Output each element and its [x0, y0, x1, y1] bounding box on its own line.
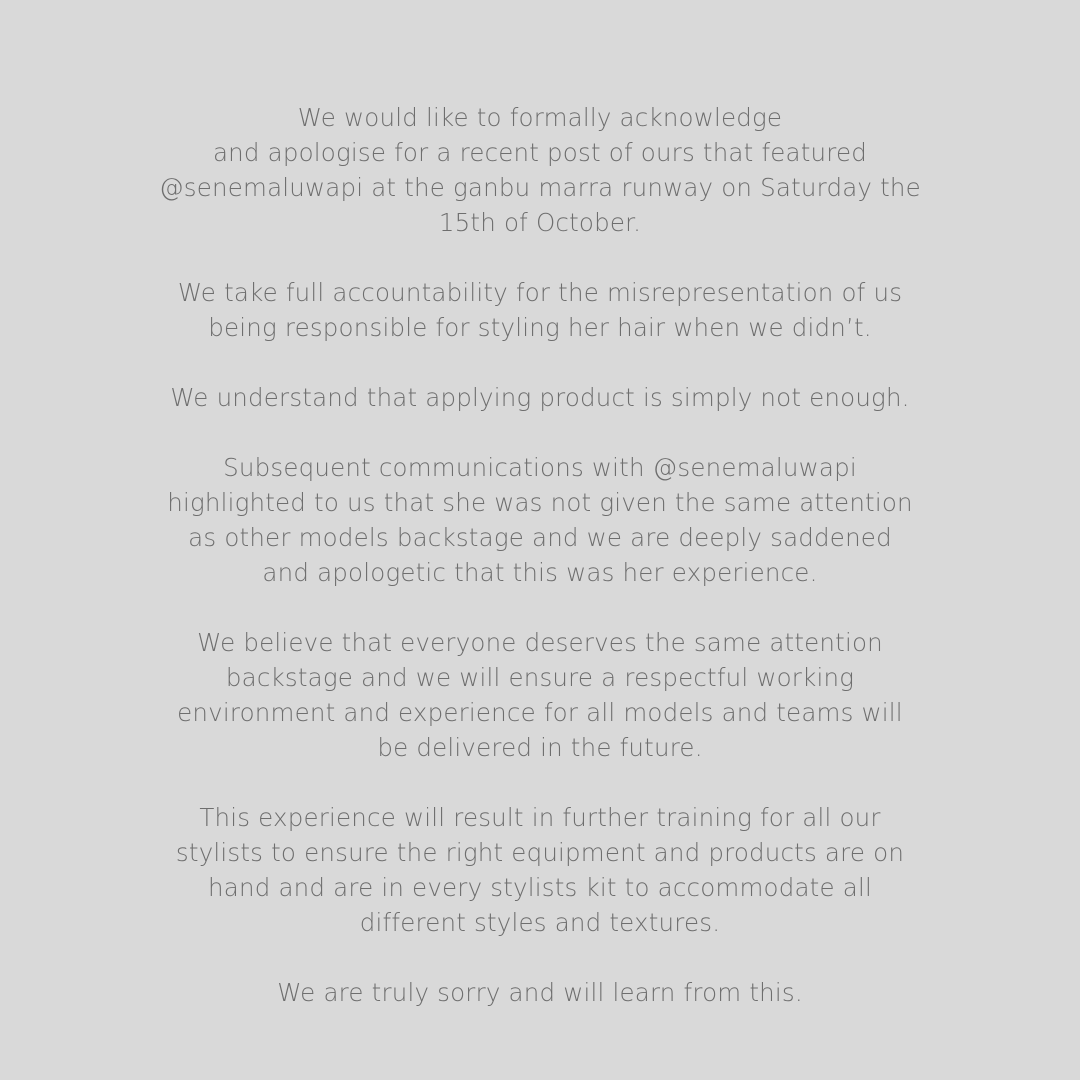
statement-line: 15th of October.: [438, 208, 642, 237]
statement-line: being responsible for styling her hair when we didn’t.: [208, 313, 872, 342]
statement-line: We believe that everyone deserves the same attention: [197, 628, 883, 657]
paragraph-acknowledgement: [0, 100, 1080, 240]
statement-line: environment and experience for all models and teams will: [177, 698, 903, 727]
statement-line: We would like to formally acknowledge: [297, 103, 783, 132]
apology-statement: [0, 100, 1080, 1045]
statement-line: and apologetic that this was her experience.: [262, 558, 818, 587]
paragraph-belief: [0, 625, 1080, 765]
statement-line: We are truly sorry and will learn from this.: [277, 978, 803, 1007]
paragraph-closing: [0, 975, 1080, 1010]
statement-line: Subsequent communications with @senemaluwapi: [223, 453, 857, 482]
statement-line: stylists to ensure the right equipment and products are on: [175, 838, 905, 867]
paragraph-training: [0, 800, 1080, 940]
statement-line: @senemaluwapi at the ganbu marra runway on Saturday the: [159, 173, 921, 202]
paragraph-communications: [0, 450, 1080, 590]
paragraph-accountability: [0, 275, 1080, 345]
statement-line: We take full accountability for the misrepresentation of us: [177, 278, 903, 307]
paragraph-understanding: [0, 380, 1080, 415]
statement-line: hand and are in every stylists kit to accommodate all: [208, 873, 872, 902]
statement-line: different styles and textures.: [359, 908, 721, 937]
statement-line: as other models backstage and we are deeply saddened: [188, 523, 892, 552]
statement-line: and apologise for a recent post of ours that featured: [212, 138, 868, 167]
statement-line: This experience will result in further training for all our: [199, 803, 881, 832]
statement-line: be delivered in the future.: [377, 733, 703, 762]
statement-line: backstage and we will ensure a respectful working: [225, 663, 855, 692]
statement-line: We understand that applying product is simply not enough.: [170, 383, 910, 412]
statement-line: highlighted to us that she was not given the same attention: [167, 488, 913, 517]
